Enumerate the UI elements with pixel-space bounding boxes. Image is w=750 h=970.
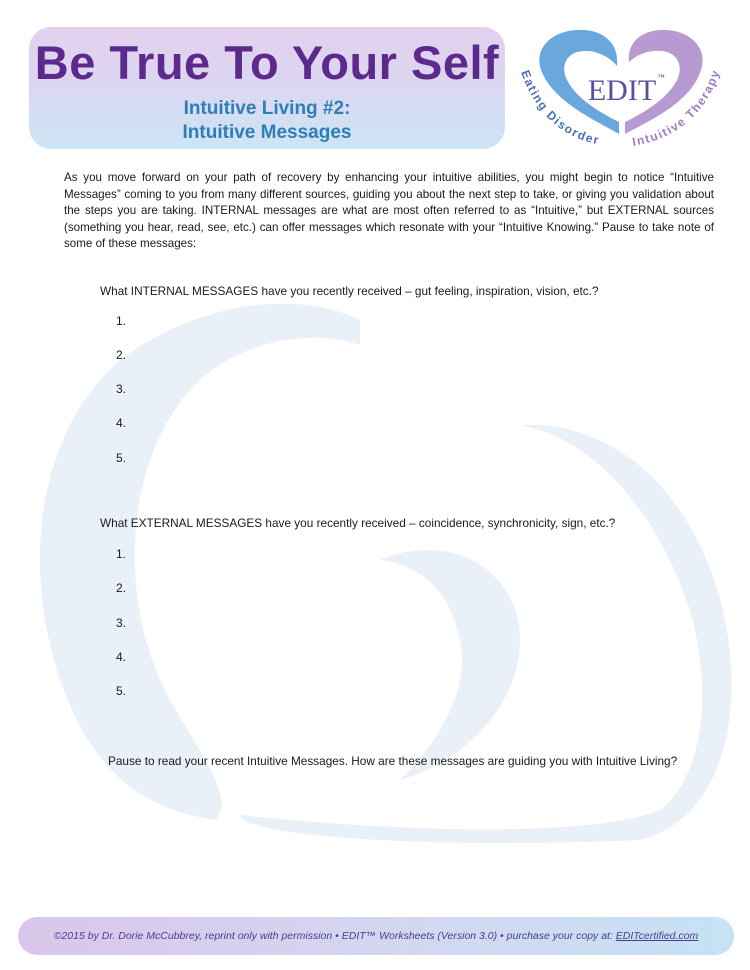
closing-prompt: Pause to read your recent Intuitive Messages. How are these messages are guiding you with Intuitive Living?	[108, 754, 678, 768]
footer-banner	[18, 917, 734, 955]
internal-item-3[interactable]: 3.	[116, 382, 127, 396]
external-item-4[interactable]: 4.	[116, 650, 127, 664]
internal-question: What INTERNAL MESSAGES have you recently received – gut feeling, inspiration, vision, etc.?	[100, 284, 599, 298]
page-title: Be True To Your Self	[34, 36, 500, 89]
edit-logo	[515, 22, 730, 157]
logo-trademark: ™	[657, 73, 665, 82]
footer-link[interactable]: EDITcertified.com	[615, 930, 699, 942]
logo-brand-text: EDIT	[587, 74, 657, 107]
external-item-3[interactable]: 3.	[116, 616, 127, 630]
external-item-5[interactable]: 5.	[116, 684, 127, 698]
internal-item-5[interactable]: 5.	[116, 451, 127, 465]
page-subtitle	[29, 97, 505, 145]
subtitle-line-2: Intuitive Messages	[182, 122, 352, 143]
external-question: What EXTERNAL MESSAGES have you recently received – coincidence, synchronicity, sign, etc.?	[100, 516, 616, 530]
internal-item-4[interactable]: 4.	[116, 416, 127, 430]
header-banner	[29, 27, 505, 149]
footer-text: ©2015 by Dr. Dorie McCubbrey, reprint only with permission • EDIT™ Worksheets (Version 3.0) • purchase your copy at:	[53, 930, 616, 942]
intro-paragraph: As you move forward on your path of recovery by enhancing your intuitive abilities, you might begin to notice “Intuitive Messages” coming to you from many different sources, guiding you about the next step to take, or giving you validation about the steps you are taking. INTERNAL messages are what are most often referred to as “Intuitive,” but EXTERNAL sources (something you hear, read, see, etc.) can offer messages which resonate with your “Intuitive Knowing.” Pause to take note of some of these messages:	[64, 171, 714, 250]
subtitle-line-1: Intuitive Living #2:	[183, 98, 351, 119]
external-item-2[interactable]: 2.	[116, 581, 127, 595]
logo-arc-right: Intuitive Therapy	[631, 67, 723, 149]
logo-arc-left: Eating Disorder	[518, 68, 602, 148]
external-item-1[interactable]: 1.	[116, 547, 127, 561]
internal-item-1[interactable]: 1.	[116, 314, 127, 328]
internal-item-2[interactable]: 2.	[116, 348, 127, 362]
